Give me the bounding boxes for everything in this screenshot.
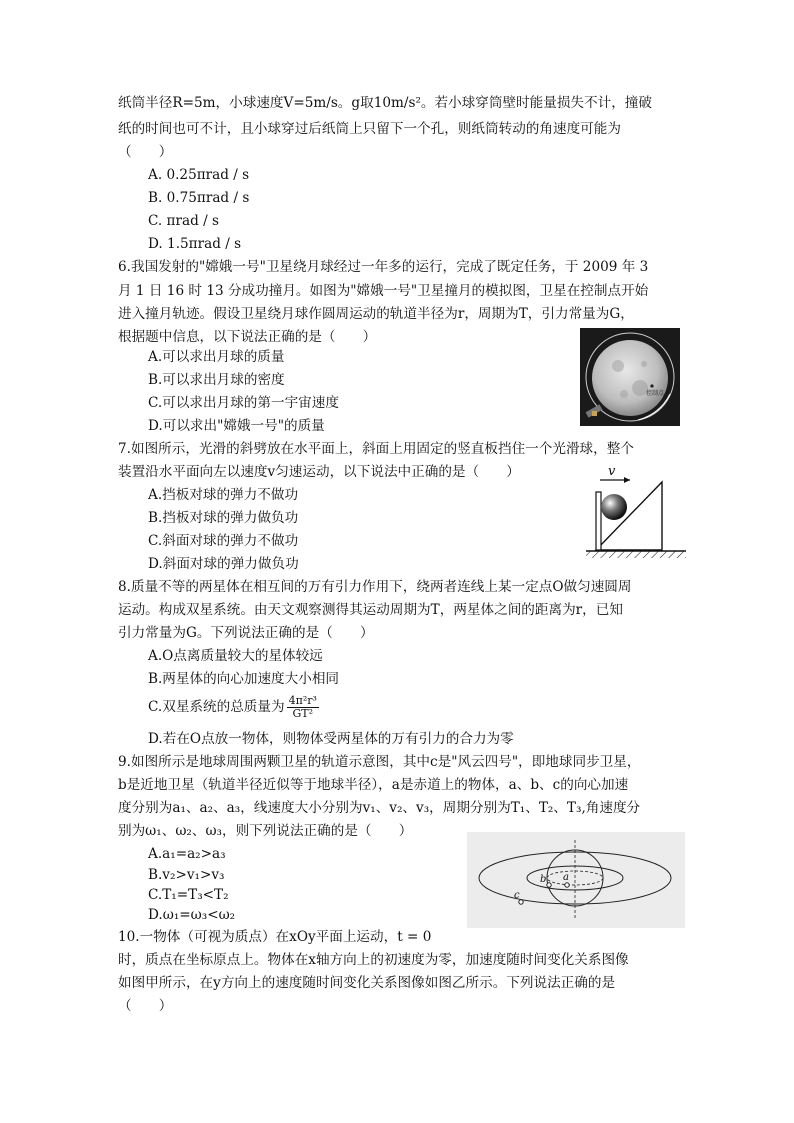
label-a: a [563, 872, 569, 883]
q9-option-a: A.a₁=a₂>a₃ [148, 846, 226, 862]
moon-impact-figure [580, 328, 680, 426]
q7-option-d: D.斜面对球的弹力做负功 [148, 556, 299, 572]
q9-line-2: b是近地卫星（轨道半径近似等于地球半径），a是赤道上的物体，a、b、c的向心加速 [118, 777, 629, 793]
q7-option-b: B.挡板对球的弹力做负功 [148, 510, 299, 526]
q5-paren: （ ） [118, 144, 173, 160]
q8-line-3: 引力常量为G。下列说法正确的是（ ） [118, 625, 374, 641]
mass-formula [287, 695, 319, 720]
q5-line-1: 纸筒半径R=5m，小球速度V=5m/s。g取10m/s²。若小球穿筒壁时能量损失不计，撞破 [118, 95, 652, 111]
q5-option-a: A. 0.25πrad / s [148, 167, 250, 183]
q8-line-2: 运动。构成双星系统。由天文观察测得其运动周期为T，两星体之间的距离为r，已知 [118, 602, 623, 618]
q8-option-b: B.两星体的向心加速度大小相同 [148, 671, 340, 687]
formula-denominator: GT² [292, 707, 314, 720]
formula-numerator: 4π²r³ [288, 694, 317, 707]
q9-option-c: C.T₁=T₃<T₂ [148, 887, 229, 903]
q10-line-2: 时，质点在坐标原点上。物体在x轴方向上的初速度为零，加速度随时间变化关系图像 [118, 952, 629, 968]
q8-option-d: D.若在O点放一物体，则物体受两星体的万有引力的合力为零 [148, 731, 514, 747]
q5-option-c: C. πrad / s [148, 213, 219, 229]
q9-option-b: B.v₂>v₁>v₃ [148, 867, 225, 883]
label-b: b [540, 874, 547, 885]
q7-line-1: 7.如图所示，光滑的斜劈放在水平面上，斜面上用固定的竖直板挡住一个光滑球，整个 [118, 441, 634, 457]
q7-line-2: 装置沿水平面向左以速度v匀速运动，以下说法中正确的是（ ） [118, 464, 520, 480]
q6-option-d: D.可以求出"嫦娥一号"的质量 [148, 418, 325, 434]
q6-option-a: A.可以求出月球的质量 [148, 349, 285, 365]
q8-option-a: A.O点离质量较大的星体较远 [148, 648, 323, 664]
q9-line-4: 别为ω₁、ω₂、ω₃，则下列说法正确的是（ ） [118, 823, 413, 839]
q5-option-d: D. 1.5πrad / s [148, 236, 242, 252]
control-point-label: 控制点 [646, 390, 665, 397]
q9-line-3: 度分别为a₁、a₂、a₃，线速度大小分别为v₁、v₂、v₃，周期分别为T₁、T₂、T₃,角速度分 [118, 800, 641, 816]
q8-line-1: 8.质量不等的两星体在相互间的万有引力作用下，绕两者连线上某一定点O做匀速圆周 [118, 579, 632, 595]
q8-option-c-text: C.双星系统的总质量为 [148, 699, 285, 715]
satellite-orbit-figure [467, 832, 685, 928]
q6-option-b: B.可以求出月球的密度 [148, 372, 285, 388]
q9-line-1: 9.如图所示是地球周围两颗卫星的轨道示意图，其中c是"风云四号"，即地球同步卫星， [118, 754, 641, 770]
q9-option-d: D.ω₁=ω₃<ω₂ [148, 907, 236, 923]
q10-line-4: （ ） [118, 998, 173, 1014]
q6-line-1: 6.我国发射的"嫦娥一号"卫星绕月球经过一年多的运行，完成了既定任务，于 2009 年 3 [118, 259, 649, 275]
q7-option-a: A.挡板对球的弹力不做功 [148, 487, 299, 503]
q10-line-3: 如图甲所示，在y方向上的速度随时间变化关系图像如图乙所示。下列说法正确的是 [118, 975, 616, 991]
q6-line-3: 进入撞月轨迹。假设卫星绕月球作圆周运动的轨道半径为r，周期为T，引力常量为G， [118, 306, 634, 322]
q8-option-c [148, 695, 319, 720]
label-c: c [514, 890, 520, 901]
q6-line-2: 月 1 日 16 时 13 分成功撞月。如图为"嫦娥一号"卫星撞月的模拟图，卫星在控制点开始 [118, 283, 649, 299]
q5-option-b: B. 0.75πrad / s [148, 190, 250, 206]
velocity-label: v [608, 464, 616, 479]
q5-line-2: 纸的时间也可不计，且小球穿过后纸筒上只留下一个孔，则纸筒转动的角速度可能为 [118, 121, 621, 137]
wedge-ball-figure [586, 462, 688, 564]
q10-line-1: 10.一物体（可视为质点）在xOy平面上运动，t = 0 [118, 929, 432, 945]
q6-line-4: 根据题中信息，以下说法正确的是（ ） [118, 329, 377, 345]
q6-option-c: C.可以求出月球的第一宇宙速度 [148, 395, 339, 411]
q7-option-c: C.斜面对球的弹力不做功 [148, 533, 299, 549]
